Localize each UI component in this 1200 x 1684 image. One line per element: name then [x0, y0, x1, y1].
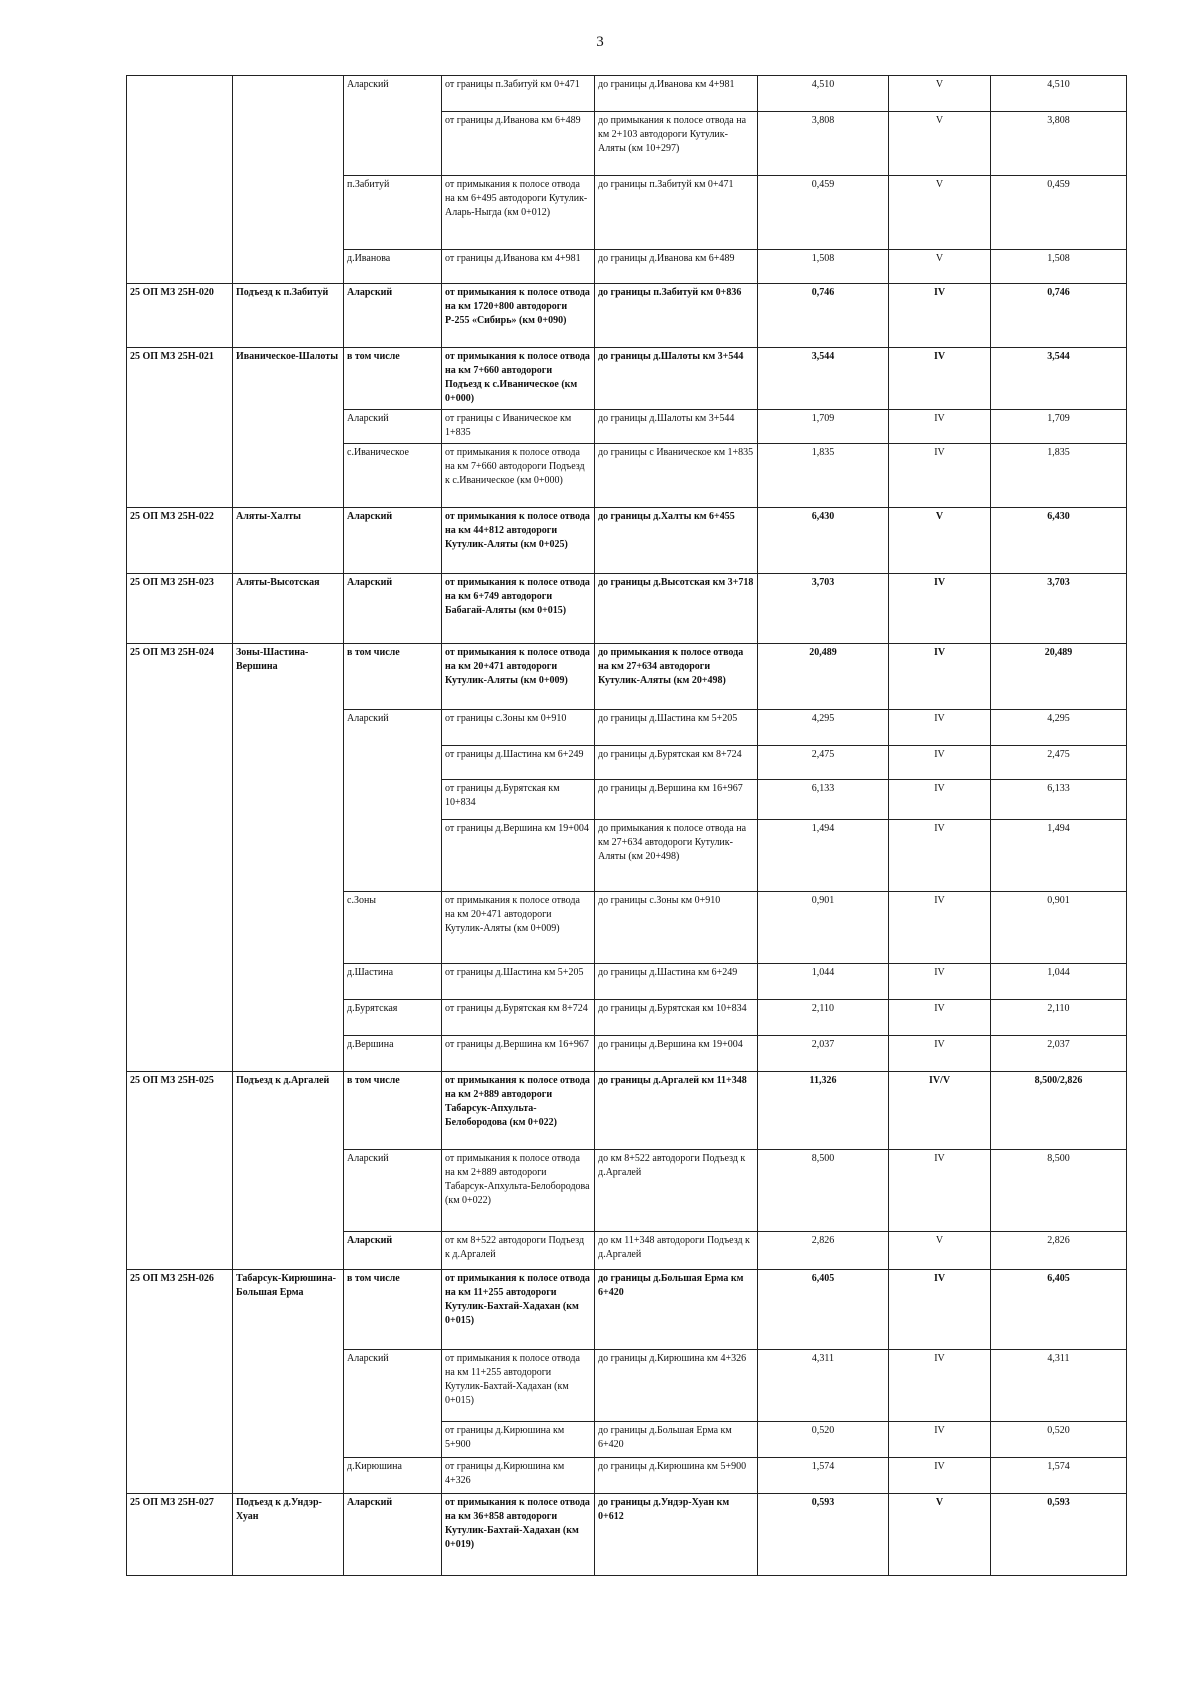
to-cell: до границы д.Большая Ерма км 6+420 — [595, 1422, 758, 1458]
road-code-cell — [127, 710, 233, 746]
road-code-cell: 25 ОП МЗ 25Н-027 — [127, 1494, 233, 1576]
from-cell: от примыкания к полосе отвода на км 6+749 автодороги Бабагай-Аляты (км 0+015) — [442, 574, 595, 644]
category-cell: V — [889, 1232, 991, 1270]
district-cell: Аларский — [344, 508, 442, 574]
category-cell: IV — [889, 1036, 991, 1072]
table-row — [127, 1072, 1127, 1150]
from-cell: от примыкания к полосе отвода на км 11+255 автодороги Кутулик-Бахтай-Хадахан (км 0+015) — [442, 1270, 595, 1350]
length-cell: 1,709 — [758, 410, 889, 444]
district-cell: в том числе — [344, 348, 442, 410]
road-code-cell — [127, 76, 233, 112]
category-cell: V — [889, 76, 991, 112]
road-name-cell: Подъезд к д.Аргалей — [233, 1072, 344, 1150]
total-cell: 8,500/2,826 — [991, 1072, 1127, 1150]
to-cell: до км 11+348 автодороги Подъезд к д.Аргалей — [595, 1232, 758, 1270]
road-name-cell — [233, 112, 344, 176]
category-cell: IV — [889, 780, 991, 820]
to-cell: до границы с Иваническое км 1+835 — [595, 444, 758, 508]
category-cell: IV — [889, 746, 991, 780]
district-cell: в том числе — [344, 644, 442, 710]
to-cell: до границы д.Шалоты км 3+544 — [595, 410, 758, 444]
road-name-cell: Иваническое-Шалоты — [233, 348, 344, 410]
table-row — [127, 348, 1127, 410]
district-cell: Аларский — [344, 1150, 442, 1232]
district-cell: Аларский — [344, 710, 442, 746]
district-cell: д.Шастина — [344, 964, 442, 1000]
to-cell: до границы д.Большая Ерма км 6+420 — [595, 1270, 758, 1350]
total-cell: 6,133 — [991, 780, 1127, 820]
from-cell: от границы д.Иванова км 4+981 — [442, 250, 595, 284]
road-name-cell — [233, 892, 344, 964]
from-cell: от примыкания к полосе отвода на км 20+471 автодороги Кутулик-Аляты (км 0+009) — [442, 644, 595, 710]
road-code-cell — [127, 1422, 233, 1458]
from-cell: от примыкания к полосе отвода на км 7+660 автодороги Подъезд к с.Иваническое (км 0+000) — [442, 348, 595, 410]
from-cell: от границы д.Шастина км 6+249 — [442, 746, 595, 780]
from-cell: от границы д.Бурятская км 10+834 — [442, 780, 595, 820]
to-cell: до границы д.Шастина км 5+205 — [595, 710, 758, 746]
district-cell — [344, 746, 442, 780]
length-cell: 4,510 — [758, 76, 889, 112]
road-name-cell — [233, 176, 344, 250]
table-row — [127, 1458, 1127, 1494]
category-cell: IV — [889, 1350, 991, 1422]
road-code-cell: 25 ОП МЗ 25Н-023 — [127, 574, 233, 644]
road-name-cell: Табарсук-Кирюшина-Большая Ерма — [233, 1270, 344, 1350]
from-cell: от границы д.Бурятская км 8+724 — [442, 1000, 595, 1036]
table-row — [127, 1000, 1127, 1036]
total-cell: 1,508 — [991, 250, 1127, 284]
from-cell: от примыкания к полосе отвода на км 6+495 автодороги Кутулик-Аларь-Ныгда (км 0+012) — [442, 176, 595, 250]
district-cell: Аларский — [344, 574, 442, 644]
length-cell: 1,835 — [758, 444, 889, 508]
district-cell: д.Иванова — [344, 250, 442, 284]
to-cell: до границы д.Высотская км 3+718 — [595, 574, 758, 644]
table-row — [127, 1494, 1127, 1576]
road-name-cell — [233, 746, 344, 780]
road-name-cell — [233, 76, 344, 112]
district-cell — [344, 1422, 442, 1458]
length-cell: 8,500 — [758, 1150, 889, 1232]
road-name-cell: Аляты-Высотская — [233, 574, 344, 644]
district-cell: с.Иваническое — [344, 444, 442, 508]
total-cell: 0,901 — [991, 892, 1127, 964]
total-cell: 4,311 — [991, 1350, 1127, 1422]
table-row — [127, 444, 1127, 508]
table-row — [127, 284, 1127, 348]
road-register-table — [126, 75, 1127, 1576]
road-name-cell — [233, 1232, 344, 1270]
total-cell: 6,405 — [991, 1270, 1127, 1350]
total-cell: 1,835 — [991, 444, 1127, 508]
category-cell: IV — [889, 644, 991, 710]
from-cell: от границы д.Вершина км 16+967 — [442, 1036, 595, 1072]
from-cell: от примыкания к полосе отвода на км 11+255 автодороги Кутулик-Бахтай-Хадахан (км 0+015) — [442, 1350, 595, 1422]
district-cell: Аларский — [344, 76, 442, 112]
road-code-cell: 25 ОП МЗ 25Н-020 — [127, 284, 233, 348]
length-cell: 2,037 — [758, 1036, 889, 1072]
length-cell: 1,044 — [758, 964, 889, 1000]
road-code-cell: 25 ОП МЗ 25Н-024 — [127, 644, 233, 710]
length-cell: 3,544 — [758, 348, 889, 410]
category-cell: V — [889, 250, 991, 284]
road-code-cell — [127, 1350, 233, 1422]
road-name-cell — [233, 250, 344, 284]
district-cell: д.Вершина — [344, 1036, 442, 1072]
total-cell: 0,459 — [991, 176, 1127, 250]
length-cell: 2,826 — [758, 1232, 889, 1270]
total-cell: 3,703 — [991, 574, 1127, 644]
total-cell: 6,430 — [991, 508, 1127, 574]
district-cell — [344, 820, 442, 892]
road-code-cell — [127, 1232, 233, 1270]
length-cell: 11,326 — [758, 1072, 889, 1150]
to-cell: до границы д.Ундэр-Хуан км 0+612 — [595, 1494, 758, 1576]
length-cell: 6,133 — [758, 780, 889, 820]
table-row — [127, 1350, 1127, 1422]
to-cell: до границы д.Бурятская км 8+724 — [595, 746, 758, 780]
from-cell: от примыкания к полосе отвода на км 20+471 автодороги Кутулик-Аляты (км 0+009) — [442, 892, 595, 964]
road-code-cell — [127, 410, 233, 444]
category-cell: IV — [889, 410, 991, 444]
from-cell: от примыкания к полосе отвода на км 7+660 автодороги Подъезд к с.Иваническое (км 0+000) — [442, 444, 595, 508]
road-name-cell — [233, 444, 344, 508]
category-cell: IV — [889, 892, 991, 964]
district-cell: д.Кирюшина — [344, 1458, 442, 1494]
from-cell: от примыкания к полосе отвода на км 44+812 автодороги Кутулик-Аляты (км 0+025) — [442, 508, 595, 574]
to-cell: до границы д.Кирюшина км 5+900 — [595, 1458, 758, 1494]
table-row — [127, 1150, 1127, 1232]
district-cell: Аларский — [344, 1350, 442, 1422]
total-cell: 8,500 — [991, 1150, 1127, 1232]
category-cell: V — [889, 508, 991, 574]
category-cell: IV — [889, 348, 991, 410]
from-cell: от границы с Иваническое км 1+835 — [442, 410, 595, 444]
to-cell: до границы д.Иванова км 6+489 — [595, 250, 758, 284]
total-cell: 2,826 — [991, 1232, 1127, 1270]
to-cell: до границы д.Аргалей км 11+348 — [595, 1072, 758, 1150]
road-name-cell — [233, 964, 344, 1000]
from-cell: от границы д.Кирюшина км 4+326 — [442, 1458, 595, 1494]
category-cell: IV — [889, 820, 991, 892]
total-cell: 1,494 — [991, 820, 1127, 892]
to-cell: до границы п.Забитуй км 0+471 — [595, 176, 758, 250]
to-cell: до границы п.Забитуй км 0+836 — [595, 284, 758, 348]
table-row — [127, 574, 1127, 644]
total-cell: 20,489 — [991, 644, 1127, 710]
road-name-cell — [233, 1036, 344, 1072]
table-row — [127, 250, 1127, 284]
category-cell: IV — [889, 1000, 991, 1036]
table-row — [127, 1422, 1127, 1458]
length-cell: 0,593 — [758, 1494, 889, 1576]
table-row — [127, 1270, 1127, 1350]
table-row — [127, 76, 1127, 112]
to-cell: до границы д.Кирюшина км 4+326 — [595, 1350, 758, 1422]
road-name-cell: Подъезд к д.Ундэр-Хуан — [233, 1494, 344, 1576]
road-code-cell — [127, 892, 233, 964]
length-cell: 3,703 — [758, 574, 889, 644]
road-name-cell — [233, 1350, 344, 1422]
category-cell: IV — [889, 1458, 991, 1494]
table-body — [127, 76, 1127, 1576]
road-name-cell — [233, 820, 344, 892]
road-code-cell — [127, 444, 233, 508]
length-cell: 4,311 — [758, 1350, 889, 1422]
category-cell: IV — [889, 1422, 991, 1458]
table-row — [127, 176, 1127, 250]
category-cell: V — [889, 176, 991, 250]
to-cell: до примыкания к полосе отвода на км 27+634 автодороги Кутулик-Аляты (км 20+498) — [595, 820, 758, 892]
category-cell: IV — [889, 1150, 991, 1232]
from-cell: от границы с.Зоны км 0+910 — [442, 710, 595, 746]
road-code-cell: 25 ОП МЗ 25Н-022 — [127, 508, 233, 574]
category-cell: IV — [889, 964, 991, 1000]
length-cell: 1,508 — [758, 250, 889, 284]
road-code-cell — [127, 780, 233, 820]
from-cell: от примыкания к полосе отвода на км 1720+800 автодороги Р-255 «Сибирь» (км 0+090) — [442, 284, 595, 348]
district-cell: Аларский — [344, 1494, 442, 1576]
length-cell: 2,110 — [758, 1000, 889, 1036]
district-cell: д.Бурятская — [344, 1000, 442, 1036]
total-cell: 1,044 — [991, 964, 1127, 1000]
to-cell: до границы д.Иванова км 4+981 — [595, 76, 758, 112]
from-cell: от примыкания к полосе отвода на км 2+889 автодороги Табарсук-Апхульта-Белобородова (км 0+022) — [442, 1072, 595, 1150]
category-cell: V — [889, 112, 991, 176]
total-cell: 2,110 — [991, 1000, 1127, 1036]
road-code-cell — [127, 176, 233, 250]
length-cell: 1,494 — [758, 820, 889, 892]
road-name-cell: Зоны-Шастина-Вершина — [233, 644, 344, 710]
from-cell: от границы п.Забитуй км 0+471 — [442, 76, 595, 112]
from-cell: от границы д.Кирюшина км 5+900 — [442, 1422, 595, 1458]
category-cell: IV/V — [889, 1072, 991, 1150]
length-cell: 6,430 — [758, 508, 889, 574]
to-cell: до границы д.Вершина км 19+004 — [595, 1036, 758, 1072]
road-name-cell — [233, 1458, 344, 1494]
category-cell: IV — [889, 444, 991, 508]
district-cell — [344, 112, 442, 176]
total-cell: 0,520 — [991, 1422, 1127, 1458]
road-code-cell — [127, 820, 233, 892]
length-cell: 0,459 — [758, 176, 889, 250]
table-row — [127, 112, 1127, 176]
road-code-cell — [127, 964, 233, 1000]
table-row — [127, 746, 1127, 780]
from-cell: от границы д.Шастина км 5+205 — [442, 964, 595, 1000]
road-name-cell — [233, 410, 344, 444]
district-cell: в том числе — [344, 1270, 442, 1350]
district-cell: Аларский — [344, 284, 442, 348]
length-cell: 0,746 — [758, 284, 889, 348]
total-cell: 1,574 — [991, 1458, 1127, 1494]
to-cell: до границы д.Вершина км 16+967 — [595, 780, 758, 820]
road-code-cell — [127, 1036, 233, 1072]
to-cell: до границы д.Шалоты км 3+544 — [595, 348, 758, 410]
table-row — [127, 820, 1127, 892]
length-cell: 2,475 — [758, 746, 889, 780]
total-cell: 4,510 — [991, 76, 1127, 112]
road-code-cell — [127, 1000, 233, 1036]
total-cell: 0,746 — [991, 284, 1127, 348]
district-cell — [344, 780, 442, 820]
length-cell: 1,574 — [758, 1458, 889, 1494]
table-row — [127, 644, 1127, 710]
total-cell: 4,295 — [991, 710, 1127, 746]
road-code-cell — [127, 1458, 233, 1494]
length-cell: 3,808 — [758, 112, 889, 176]
district-cell: Аларский — [344, 1232, 442, 1270]
category-cell: IV — [889, 1270, 991, 1350]
road-code-cell — [127, 112, 233, 176]
category-cell: IV — [889, 284, 991, 348]
from-cell: от примыкания к полосе отвода на км 2+889 автодороги Табарсук-Апхульта-Белобородова (км 0+022) — [442, 1150, 595, 1232]
from-cell: от границы д.Вершина км 19+004 — [442, 820, 595, 892]
table-row — [127, 964, 1127, 1000]
total-cell: 2,475 — [991, 746, 1127, 780]
to-cell: до границы д.Халты км 6+455 — [595, 508, 758, 574]
length-cell: 0,520 — [758, 1422, 889, 1458]
total-cell: 1,709 — [991, 410, 1127, 444]
table-row — [127, 780, 1127, 820]
road-name-cell — [233, 710, 344, 746]
district-cell: Аларский — [344, 410, 442, 444]
from-cell: от км 8+522 автодороги Подъезд к д.Аргалей — [442, 1232, 595, 1270]
table-row — [127, 1232, 1127, 1270]
to-cell: до границы д.Бурятская км 10+834 — [595, 1000, 758, 1036]
road-name-cell: Подъезд к п.Забитуй — [233, 284, 344, 348]
to-cell: до границы с.Зоны км 0+910 — [595, 892, 758, 964]
road-name-cell — [233, 1150, 344, 1232]
road-name-cell — [233, 1422, 344, 1458]
district-cell: п.Забитуй — [344, 176, 442, 250]
road-code-cell — [127, 250, 233, 284]
total-cell: 0,593 — [991, 1494, 1127, 1576]
total-cell: 2,037 — [991, 1036, 1127, 1072]
total-cell: 3,544 — [991, 348, 1127, 410]
length-cell: 6,405 — [758, 1270, 889, 1350]
table-row — [127, 892, 1127, 964]
road-name-cell — [233, 780, 344, 820]
road-name-cell — [233, 1000, 344, 1036]
district-cell: с.Зоны — [344, 892, 442, 964]
category-cell: IV — [889, 574, 991, 644]
length-cell: 20,489 — [758, 644, 889, 710]
road-code-cell: 25 ОП МЗ 25Н-026 — [127, 1270, 233, 1350]
road-code-cell — [127, 746, 233, 780]
to-cell: до примыкания к полосе отвода на км 2+103 автодороги Кутулик-Аляты (км 10+297) — [595, 112, 758, 176]
length-cell: 0,901 — [758, 892, 889, 964]
road-name-cell: Аляты-Халты — [233, 508, 344, 574]
table-row — [127, 710, 1127, 746]
table-row — [127, 1036, 1127, 1072]
table-row — [127, 508, 1127, 574]
page-number: 3 — [596, 34, 604, 50]
to-cell: до примыкания к полосе отвода на км 27+634 автодороги Кутулик-Аляты (км 20+498) — [595, 644, 758, 710]
road-code-cell: 25 ОП МЗ 25Н-025 — [127, 1072, 233, 1150]
from-cell: от примыкания к полосе отвода на км 36+858 автодороги Кутулик-Бахтай-Хадахан (км 0+019) — [442, 1494, 595, 1576]
from-cell: от границы д.Иванова км 6+489 — [442, 112, 595, 176]
road-code-cell: 25 ОП МЗ 25Н-021 — [127, 348, 233, 410]
category-cell: IV — [889, 710, 991, 746]
road-code-cell — [127, 1150, 233, 1232]
length-cell: 4,295 — [758, 710, 889, 746]
to-cell: до границы д.Шастина км 6+249 — [595, 964, 758, 1000]
to-cell: до км 8+522 автодороги Подъезд к д.Аргалей — [595, 1150, 758, 1232]
table-row — [127, 410, 1127, 444]
total-cell: 3,808 — [991, 112, 1127, 176]
district-cell: в том числе — [344, 1072, 442, 1150]
category-cell: V — [889, 1494, 991, 1576]
